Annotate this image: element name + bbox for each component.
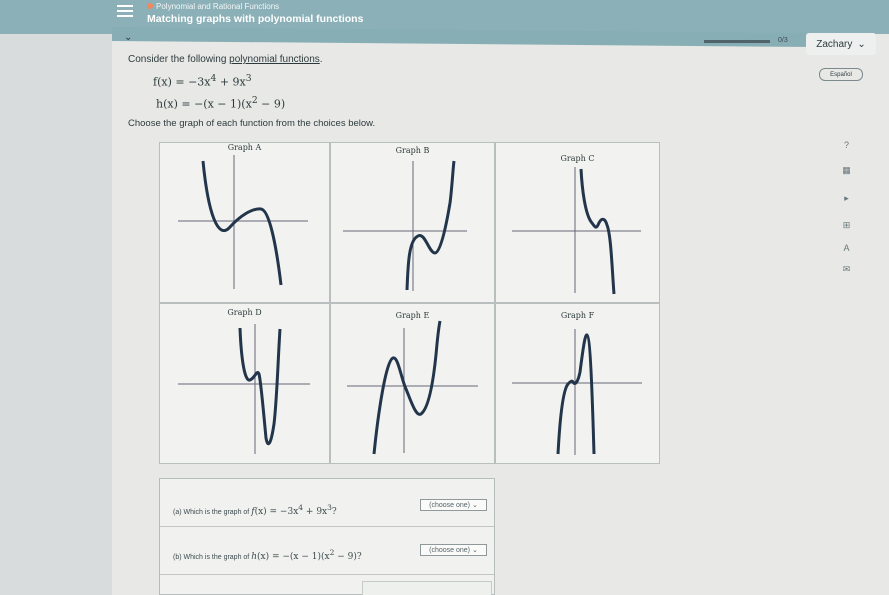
chevron-down-icon: ⌄: [857, 38, 866, 50]
mail-icon[interactable]: ✉: [842, 264, 851, 274]
graph-e-cell: [330, 303, 495, 464]
question-b-row: [160, 527, 494, 575]
question-b-text: (b) Which is the graph of $h(x) = -(x - 1)(x^2 - 9)$?: [173, 548, 362, 562]
graph-a-plot: [160, 143, 331, 304]
polynomial-functions-link[interactable]: polynomial functions: [229, 54, 320, 65]
collapse-chevron-icon[interactable]: ⌄: [124, 32, 133, 43]
graph-b-plot: [331, 143, 496, 304]
calculator-icon[interactable]: ▦: [842, 165, 851, 175]
graph-b-select[interactable]: (choose one) ⌄: [420, 544, 487, 556]
graph-f-plot: [496, 304, 661, 465]
question-b-function: $h(x) = -(x - 1)(x^2 - 9)$?: [251, 548, 362, 562]
question-a-text: (a) Which is the graph of $f(x) = -3x^4 + 9x^3$?: [173, 503, 337, 517]
graph-e-plot: [331, 304, 496, 465]
video-icon[interactable]: ▸: [844, 193, 849, 203]
graph-d-cell: [159, 303, 330, 464]
graph-d-plot: [160, 304, 331, 465]
help-icon[interactable]: ?: [843, 139, 849, 150]
bottom-tab[interactable]: [362, 581, 492, 595]
graph-b-cell: [330, 142, 495, 303]
graph-e-title: Graph E: [395, 311, 430, 320]
status-dot: [147, 3, 153, 9]
function-f: $f(x) = -3x^4 + 9x^3$: [153, 73, 252, 89]
topic-title: Polynomial and Rational Functions: [147, 2, 279, 11]
instruction-text: Choose the graph of each function from the choices below.: [128, 118, 376, 129]
progress-count: 0/3: [778, 37, 788, 44]
book-icon[interactable]: A: [843, 242, 850, 253]
chevron-down-icon: ⌄: [471, 547, 478, 554]
question-a-function: $f(x) = -3x^4 + 9x^3$?: [251, 503, 337, 517]
problem-prompt: Consider the following polynomial functions.: [128, 54, 323, 65]
progress-bar: [704, 40, 770, 43]
graph-a-title: Graph A: [227, 143, 262, 152]
graph-f-cell: [495, 303, 660, 464]
question-box: [159, 478, 495, 595]
function-h: $h(x) = -(x - 1)(x^2 - 9)$: [156, 95, 286, 111]
graph-a-cell: [159, 142, 330, 303]
user-menu-button[interactable]: [806, 33, 876, 55]
graph-b-title: Graph B: [395, 146, 430, 155]
graph-d-title: Graph D: [227, 308, 262, 317]
chevron-down-icon: ⌄: [471, 502, 478, 509]
graph-c-plot: [496, 143, 661, 304]
grid-icon[interactable]: ⊞: [842, 220, 851, 230]
graph-a-select[interactable]: (choose one) ⌄: [420, 499, 487, 511]
graph-c-title: Graph C: [560, 154, 595, 163]
graph-c-cell: [495, 142, 660, 303]
user-name: Zachary: [816, 38, 853, 50]
language-button[interactable]: Español: [819, 68, 863, 81]
question-a-row: [160, 479, 494, 527]
lesson-title: Matching graphs with polynomial functions: [147, 13, 364, 25]
graph-f-title: Graph F: [560, 311, 595, 320]
menu-icon[interactable]: [117, 5, 133, 17]
graph-choices-table: [159, 142, 660, 464]
